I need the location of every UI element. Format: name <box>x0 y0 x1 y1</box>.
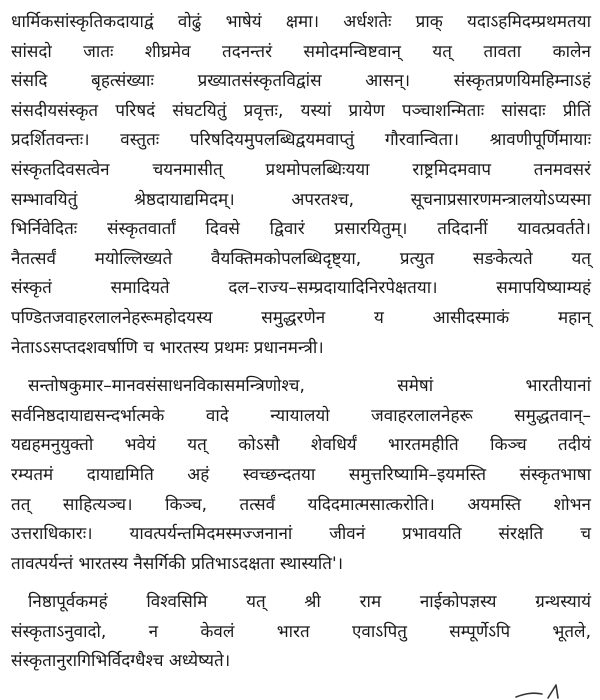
text-line: संसदीयसंस्कृत परिषदं संघटयितुं प्रवृत्तः, यस्यां प्रायेण पञ्चाशन्मिताः सांसदाः प्रीतिं <box>11 100 591 121</box>
text-line: यद्यहमनुयुक्तो भवेयं यत् कोऽसौ शेवधिर्यं भारतमहीति किञ्च तदीयं <box>11 435 591 456</box>
signature-mark <box>512 682 572 700</box>
text-line: नेताऽऽसप्तदशवर्षाणि च भारतस्य प्रथमः प्रधानमन्त्री। <box>11 337 324 358</box>
text-line: भिर्निवेदितः संस्कृतवार्तां दिवसे द्विवारं प्रसारयितुम्। तदिदानीं यावत्प्रवर्तते। <box>11 219 591 240</box>
text-line: पण्डितजवाहरलालनेहरूमहोदयस्य समुद्धरणेन य आसीदस्माकं महान् <box>11 307 591 328</box>
text-line: संस्कृतदिवसत्वेन चयनमासीत् प्रथमोपलब्धिःयया राष्ट्रमिदमवाप तनमवसरं <box>11 159 591 180</box>
text-line: प्रदर्शितवन्तः। वस्तुतः परिषदियमुपलब्धिद्वयमवाप्तुं गौरवान्विता। श्रावणीपूर्णिमायाः <box>11 130 591 151</box>
text-line: तावत्पर्यन्तं भारतस्य नैसर्गिकी प्रतिभाऽदक्षता स्थास्यति'। <box>11 553 344 574</box>
text-line: सर्वनिष्ठदायाद्यसन्दर्भात्मके वादे न्यायालयो जवाहरलालनेहरू समुद्धतवान्– <box>11 405 591 426</box>
text-line: नैतत्सर्वं मयोल्लिख्यते वैयक्तिमकोपलब्धिदृष्ट्या, प्रत्युत सङकेत्यते यत् <box>11 248 591 269</box>
text-line: सम्भावयितुं श्रेष्ठदायाद्यमिदम्। अपरतश्च, सूचनाप्रसारणमन्त्रालयोऽप्यस्मा <box>11 189 591 210</box>
paragraph-1 <box>11 8 591 363</box>
text-line: उत्तराधिकारः। यावत्पर्यन्तमिदमस्मज्जनानां जीवनं प्रभावयति संरक्षति च <box>11 524 591 545</box>
text-line: धार्मिकसांस्कृतिकदायाद्वं वोढुं भाषेयं क्षमा। अर्धशतेः प्राक् यदाऽहमिदम्प्रथमतया <box>11 12 591 32</box>
text-line: संस्कृतानुरागिभिर्विदग्धैश्च अध्येष्यते। <box>11 651 231 672</box>
text-line: सांसदो जातः शीघ्रमेव तदनन्तरं समोदमन्विष्टवान् यत् तावता कालेन <box>11 41 591 62</box>
text-line: संस्कृतं समादियते दल–राज्य–सम्प्रदायादिनिरपेक्षतया। समापयिष्याम्यहं <box>11 278 591 299</box>
text-line: निष्ठापूर्वकमहं विश्वसिमि यत् श्री राम नाईकोपज्ञस्य ग्रन्थस्यायं <box>28 592 591 613</box>
text-line: तत् साहित्यञ्च। किञ्च, तत्सर्वं यदिदमात्मसात्करोति। अयमस्ति शोभन <box>11 494 591 515</box>
paragraph-3 <box>11 588 591 677</box>
text-line: रम्यतमं दायाद्यमिति अहं स्वच्छन्दतया समुत्तरिष्यामि–इयमस्ति संस्कृतभाषा <box>11 464 591 485</box>
text-line: सन्तोषकुमार–मानवसंसाधनविकासमन्त्रिणोश्च, समेषां भारतीयानां <box>28 376 591 397</box>
paragraph-2 <box>11 372 591 579</box>
text-line: संसदि बृहत्संख्याः प्रख्यातसंस्कृतविद्वांस आसन्। संस्कृतप्रणयिमहिम्नाऽहं <box>11 71 591 92</box>
text-line: संस्कृताऽनुवादो, न केवलं भारत एवाऽपितु सम्पूर्णेऽपि भूतले, <box>11 621 591 642</box>
